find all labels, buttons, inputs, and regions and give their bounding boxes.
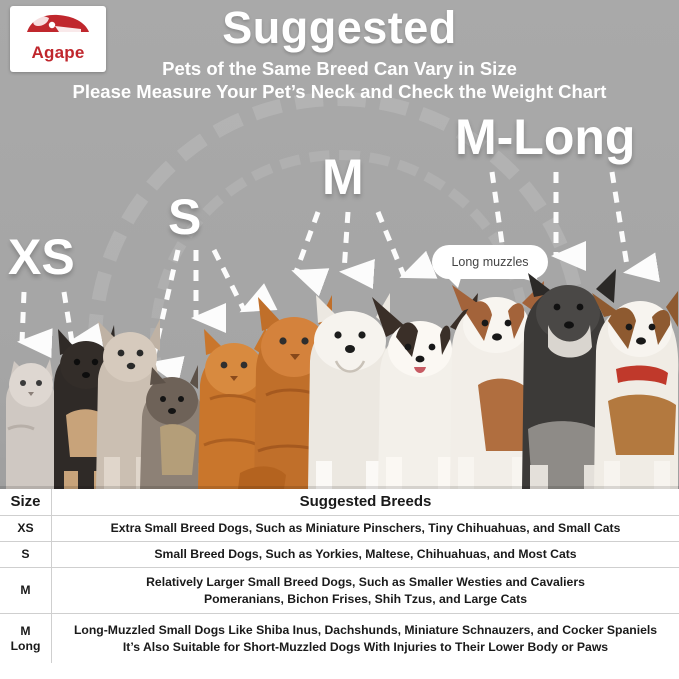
table-row: [0, 567, 679, 613]
table-header-size: Size: [0, 489, 52, 515]
table-row: [0, 541, 679, 567]
subtitle-line-2: Please Measure Your Pet’s Neck and Check the Weight Chart: [72, 81, 607, 102]
table-cell-size-m: M: [0, 568, 52, 613]
table-cell-size-m-long: [0, 614, 52, 663]
desc-line: Pomeranians, Bichon Frises, Shih Tzus, and Large Cats: [203, 591, 528, 606]
desc-line: It’s Also Suitable for Short-Muzzled Dogs With Injuries to Their Lower Body or Paws: [122, 639, 609, 654]
table-cell-desc-m-long: [52, 614, 679, 663]
table-header-breeds: Suggested Breeds: [299, 492, 432, 510]
animal-kitten-gray: [6, 359, 56, 489]
size-label-xs: XS: [8, 229, 75, 285]
long-muzzles-callout-label: Long muzzles: [451, 255, 529, 269]
size-line-2: Long: [10, 638, 41, 653]
size-label-s: S: [168, 189, 202, 245]
page-title: Suggested: [222, 2, 457, 53]
table-header-row: [0, 489, 679, 515]
brand-name: Agape: [31, 43, 85, 62]
desc-line: Extra Small Breed Dogs, Such as Miniature Pinschers, Tiny Chihuahuas, and Small Cats: [110, 521, 621, 536]
table-row: [0, 613, 679, 663]
size-label-m: M: [322, 149, 364, 205]
desc-line: Small Breed Dogs, Such as Yorkies, Maltese, Chihuahuas, and Most Cats: [154, 547, 577, 562]
table-cell-desc-s: [52, 542, 679, 567]
table-cell-desc-m: [52, 568, 679, 613]
desc-line: Long-Muzzled Small Dogs Like Shiba Inus, Dachshunds, Miniature Schnauzers, and Cocker Spaniels: [73, 623, 658, 638]
table-row: [0, 515, 679, 541]
size-line-1: M: [20, 624, 31, 639]
table-cell-desc-xs: [52, 516, 679, 541]
pet-lineup-illustration: [0, 189, 679, 489]
desc-line: Relatively Larger Small Breed Dogs, Such as Smaller Westies and Cavaliers: [146, 575, 585, 590]
subtitle-line-1: Pets of the Same Breed Can Vary in Size: [162, 58, 517, 79]
table-cell-size-s: S: [0, 542, 52, 567]
animal-beagle: [592, 291, 678, 489]
size-chart-table: [0, 489, 679, 679]
table-cell-size-xs: XS: [0, 516, 52, 541]
size-label-m-long: M-Long: [455, 109, 636, 165]
